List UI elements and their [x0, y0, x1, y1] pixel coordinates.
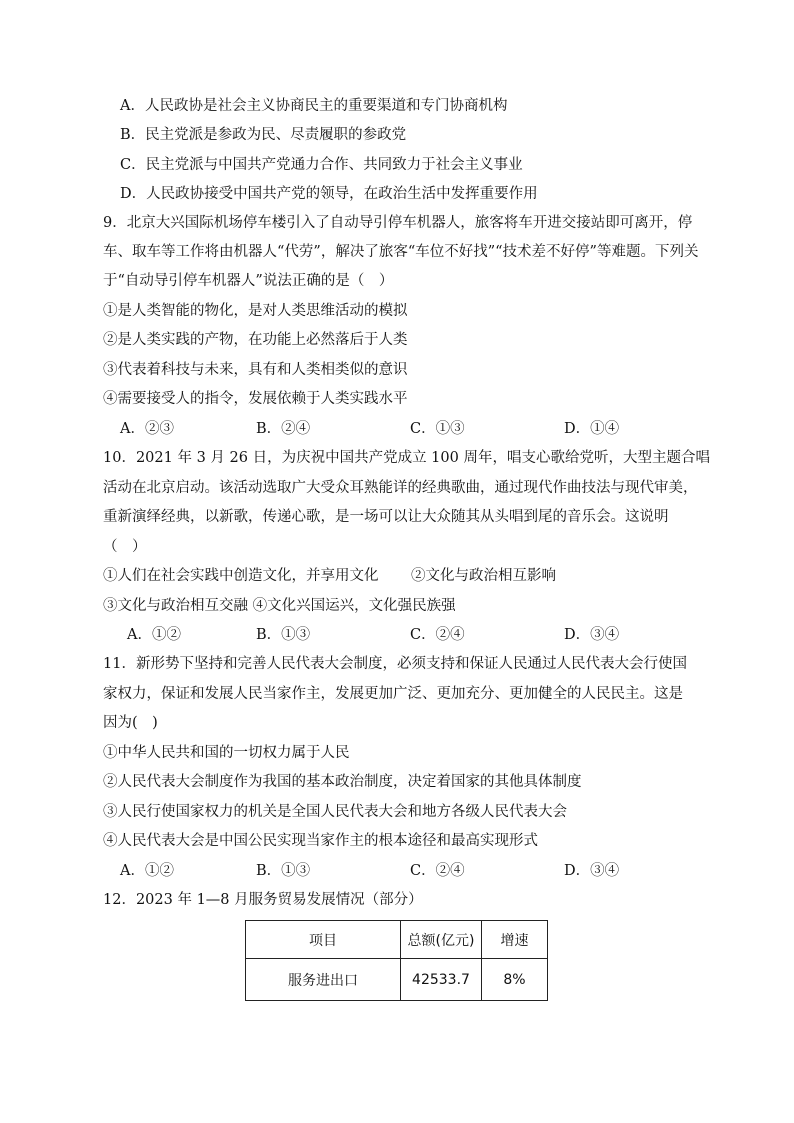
- service-trade-table: [245, 920, 548, 1001]
- q11-choice-a: A．①②: [120, 863, 174, 879]
- table-cell-total: 42533.7: [401, 959, 482, 1001]
- q8-option-c: C．民主党派与中国共产党通力合作、共同致力于社会主义事业: [120, 157, 523, 173]
- table-header-item: 项目: [246, 921, 401, 959]
- q11-stem-line-1: 11．新形势下坚持和完善人民代表大会制度，必须支持和保证人民通过人民代表大会行使国: [103, 656, 687, 672]
- q11-choice-b: B．①③: [256, 863, 311, 879]
- table-header-growth: 增速: [482, 921, 548, 959]
- q11-choice-d: D．③④: [564, 863, 620, 879]
- q9-choice-d: D．①④: [564, 421, 620, 437]
- q9-stem-line-3: 于“自动导引停车机器人”说法正确的是（ ）: [103, 273, 394, 289]
- q10-choice-d: D．③④: [564, 627, 620, 643]
- q10-choice-a: A．①②: [127, 627, 181, 643]
- q8-option-d: D．人民政协接受中国共产党的领导，在政治生活中发挥重要作用: [120, 186, 538, 202]
- q9-item-1: ①是人类智能的物化，是对人类思维活动的模拟: [103, 303, 408, 319]
- q8-option-b: B．民主党派是参政为民、尽责履职的参政党: [120, 127, 407, 143]
- q11-item-1: ①中华人民共和国的一切权力属于人民: [103, 745, 350, 761]
- q9-item-2: ②是人类实践的产物，在功能上必然落后于人类: [103, 332, 408, 348]
- q10-item-1: ①人们在社会实践中创造文化，并享用文化: [103, 568, 379, 584]
- table-header-row: [246, 921, 548, 959]
- q11-choice-c: C．②④: [410, 863, 465, 879]
- q11-stem-line-3: 因为( ): [103, 715, 158, 731]
- q11-item-2: ②人民代表大会制度作为我国的基本政治制度，决定着国家的其他具体制度: [103, 774, 582, 790]
- table-cell-growth: 8%: [482, 959, 548, 1001]
- q10-stem-line-2: 活动在北京启动。该活动选取广大受众耳熟能详的经典歌曲，通过现代作曲技法与现代审美，: [103, 480, 698, 496]
- q9-choice-a: A．②③: [120, 421, 174, 437]
- q9-choice-b: B．②④: [256, 421, 311, 437]
- q10-item-2: ②文化与政治相互影响: [411, 568, 556, 584]
- q10-choice-c: C．②④: [410, 627, 465, 643]
- q9-item-4: ④需要接受人的指令，发展依赖于人类实践水平: [103, 391, 408, 407]
- q10-stem-line-1: 10．2021 年 3 月 26 日，为庆祝中国共产党成立 100 周年，唱支心歌给党听，大型主题合唱: [103, 450, 710, 466]
- q9-stem-line-2: 车、取车等工作将由机器人“代劳”，解决了旅客“车位不好找”“技术差不好停”等难题。下列关: [103, 244, 699, 260]
- table-cell-item: 服务进出口: [246, 959, 401, 1001]
- q11-item-4: ④人民代表大会是中国公民实现当家作主的根本途径和最高实现形式: [103, 833, 538, 849]
- q9-item-3: ③代表着科技与未来，具有和人类相类似的意识: [103, 362, 408, 378]
- q9-stem-line-1: 9．北京大兴国际机场停车楼引入了自动导引停车机器人，旅客将车开进交接站即可离开，停: [103, 215, 693, 231]
- q10-choice-b: B．①③: [256, 627, 311, 643]
- q11-stem-line-2: 家权力，保证和发展人民当家作主，发展更加广泛、更加充分、更加健全的人民民主。这是: [103, 686, 683, 702]
- q8-option-a: A．人民政协是社会主义协商民主的重要渠道和专门协商机构: [120, 98, 508, 114]
- table-header-total: 总额(亿元): [401, 921, 482, 959]
- table-row: [246, 959, 548, 1001]
- q11-item-3: ③人民行使国家权力的机关是全国人民代表大会和地方各级人民代表大会: [103, 804, 567, 820]
- q9-choice-c: C．①③: [410, 421, 465, 437]
- q10-stem-line-4: （ ）: [103, 539, 147, 555]
- q10-stem-line-3: 重新演绎经典，以新歌，传递心歌，是一场可以让大众随其从头唱到尾的音乐会。这说明: [103, 509, 669, 525]
- q12-stem: 12．2023 年 1—8 月服务贸易发展情况（部分）: [103, 892, 423, 908]
- q10-items-3-4: ③文化与政治相互交融 ④文化兴国运兴，文化强民族强: [103, 598, 456, 614]
